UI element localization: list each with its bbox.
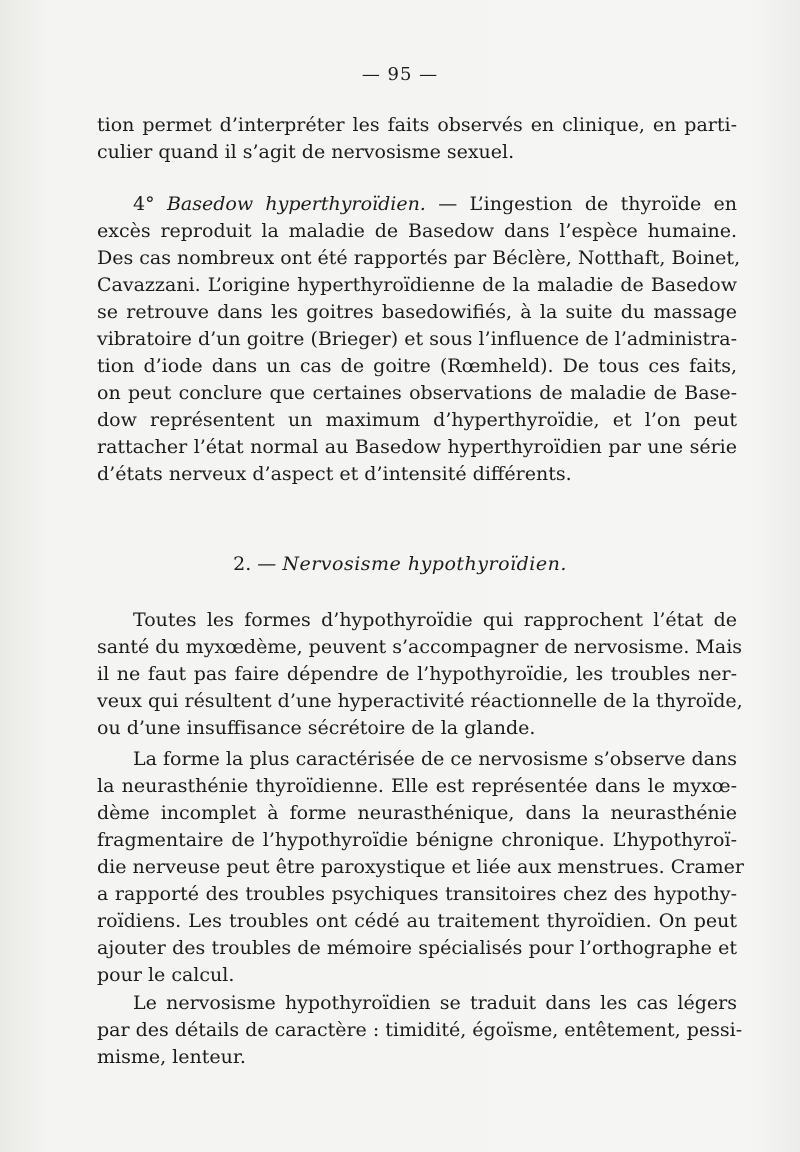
text-line: d’états nerveux d’aspect et d’intensité différents.	[97, 463, 572, 485]
text-line: ajouter des troubles de mémoire spécialisés pour l’orthographe et	[97, 937, 737, 959]
text-line: die nerveuse peut être paroxystique et liée aux menstrues. Cramer	[97, 856, 744, 878]
text-line: il ne faut pas faire dépendre de l’hypothyroïdie, les troubles ner-	[97, 663, 737, 685]
text-line: La forme la plus caractérisée de ce nervosisme s’observe dans	[133, 748, 737, 770]
text-fragment: — L’ingestion de thyroïde en	[425, 193, 737, 215]
paragraph-neurasthenie	[97, 746, 744, 989]
text-line: on peut conclure que certaines observations de maladie de Base-	[97, 382, 737, 404]
paragraph-basedow	[97, 191, 741, 488]
text-line: tion permet d’interpréter les faits observés en clinique, en parti-	[97, 114, 737, 136]
text-line: Le nervosisme hypothyroïdien se traduit dans les cas légers	[133, 992, 737, 1014]
text-line-lead	[97, 191, 737, 218]
subsection-title: Basedow hyperthyroïdien.	[166, 193, 426, 215]
text-line: santé du myxœdème, peuvent s’accompagner de nervosisme. Mais	[97, 636, 743, 658]
paragraph-continuation	[97, 112, 737, 166]
text-line: fragmentaire de l’hypothyroïdie bénigne chronique. L’hypothyroï-	[97, 829, 737, 851]
section-heading	[0, 553, 800, 575]
section-heading-number: 2. —	[233, 553, 277, 575]
text-line: pour le calcul.	[97, 964, 235, 986]
text-line: excès reproduit la maladie de Basedow dans l’espèce humaine.	[97, 220, 737, 242]
text-line: Cavazzani. L’origine hyperthyroïdienne de la maladie de Basedow	[97, 274, 737, 296]
text-line: a rapporté des troubles psychiques transitoires chez des hypothy-	[97, 883, 737, 905]
text-line: culier quand il s’agit de nervosisme sexuel.	[97, 141, 515, 163]
paragraph-hypothyroidie-forms	[97, 607, 743, 742]
text-line: tion d’iode dans un cas de goitre (Rœmheld). De tous ces faits,	[97, 355, 737, 377]
section-heading-title: Nervosisme hypothyroïdien.	[282, 553, 567, 575]
text-line: Toutes les formes d’hypothyroïdie qui rapprochent l’état de	[133, 609, 737, 631]
text-line: se retrouve dans les goitres basedowifiés, à la suite du massage	[97, 301, 737, 323]
text-line: dème incomplet à forme neurasthénique, dans la neurasthénie	[97, 802, 737, 824]
text-line: roïdiens. Les troubles ont cédé au traitement thyroïdien. On peut	[97, 910, 737, 932]
section-number: 4°	[133, 193, 155, 215]
text-line: ou d’une insuffisance sécrétoire de la glande.	[97, 717, 536, 739]
text-line: rattacher l’état normal au Basedow hyperthyroïdien par une série	[97, 436, 737, 458]
text-line: veux qui résultent d’une hyperactivité réactionnelle de la thyroïde,	[97, 690, 743, 712]
text-line: misme, lenteur.	[97, 1046, 246, 1068]
paragraph-cas-legers	[97, 990, 743, 1071]
text-line: par des détails de caractère : timidité, égoïsme, entêtement, pessi-	[97, 1019, 743, 1041]
text-line: dow représentent un maximum d’hyperthyroïdie, et l’on peut	[97, 409, 737, 431]
text-line: la neurasthénie thyroïdienne. Elle est représentée dans le myxœ-	[97, 775, 737, 797]
page-number: — 95 —	[361, 64, 439, 85]
text-line: vibratoire d’un goitre (Brieger) et sous l’influence de l’administra-	[97, 328, 737, 350]
text-line: Des cas nombreux ont été rapportés par Béclère, Notthaft, Boinet,	[97, 247, 741, 269]
